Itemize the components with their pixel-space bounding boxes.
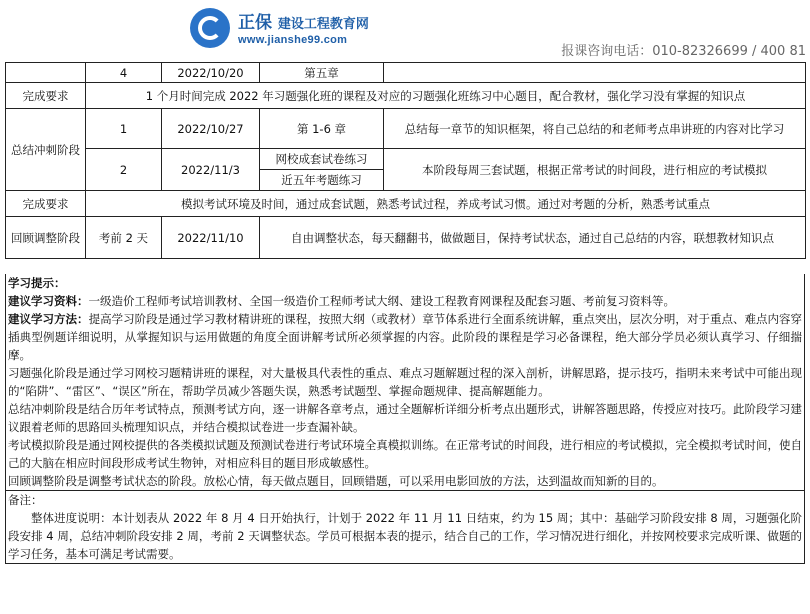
cell-num: 1 xyxy=(86,109,162,149)
study-notes xyxy=(5,274,805,564)
cell-content: 第 1-6 章 xyxy=(260,109,384,149)
cell-desc xyxy=(384,63,806,83)
cell-content: 第五章 xyxy=(260,63,384,83)
logo-url: www.jianshe99.com xyxy=(238,34,348,46)
remark-text: 整体进度说明：本计划表从 2022 年 8 月 4 日开始执行，计划于 2022 年 11 月 11 日结束，约为 15 周；其中：基础学习阶段安排 8 周，习题强化阶段安排 4 周，总结冲刺阶段安排 2 周，考前 2 天调整状态。学员可根据本表的提示，结合自己的工作，学习情况进行细化，并按网校要求完成听课、做题的学习任务，基本可满足考试需要。 xyxy=(8,511,802,561)
cell-date: 2022/11/3 xyxy=(162,149,260,191)
table-row xyxy=(6,191,806,217)
cell-desc: 总结每一章节的知识框架，将自己总结的和老师考点串讲班的内容对比学习 xyxy=(384,109,806,149)
mock-paragraph: 考试模拟阶段是通过网校提供的各类模拟试题及预测试卷进行考试环境全真模拟训练。在正常考试的时间段，进行相应的考试模拟，完全模拟考试时间，使自己的大脑在相应时间段形成考试生物钟，对相应科目的题目形成敏感性。 xyxy=(8,438,802,470)
cell-stage-label: 总结冲刺阶段 xyxy=(6,109,86,191)
cell-date: 2022/10/27 xyxy=(162,109,260,149)
materials-paragraph xyxy=(6,292,804,310)
cell-content xyxy=(260,149,384,191)
materials-text: 一级造价工程师考试培训教材、全国一级造价工程师考试大纲、建设工程教育网课程及配套习题、考前复习资料等。 xyxy=(88,294,675,308)
cell-requirement: 模拟考试环境及时间，通过成套试题，熟悉考试过程，养成考试习惯。通过对考题的分析，熟悉考试重点 xyxy=(86,191,806,217)
remark-label: 备注： xyxy=(8,493,43,507)
method-text: 提高学习阶段是通过学习教材精讲班的课程，按照大纲（或教材）章节体系进行全面系统讲解，重点突出，层次分明，对于重点、难点内容穿插典型例题详细说明，从掌握知识与运用做题的角度全面讲解考试所必须掌握的内容。此阶段的课程是学习必备课程，绝大部分学员必须认真学习、仔细揣摩。 xyxy=(8,312,803,362)
cell-content-b: 近五年考题练习 xyxy=(281,173,362,187)
logo-brand: 正保 xyxy=(238,13,272,33)
logo-brand-sub: 建设工程教育网 xyxy=(277,17,369,32)
cell-requirement: 1 个月时间完成 2022 年习题强化班的课程及对应的习题强化班练习中心题目，配合教材，强化学习没有掌握的知识点 xyxy=(86,83,806,109)
table-row xyxy=(6,149,806,191)
cell-stage-label: 回顾调整阶段 xyxy=(6,217,86,259)
table-row xyxy=(6,109,806,149)
cell-desc: 自由调整状态，每天翻翻书，做做题目，保持考试状态，通过自己总结的内容，联想教材知识点 xyxy=(260,217,806,259)
sprint-paragraph: 总结冲刺阶段是结合历年考试特点，预测考试方向，逐一讲解各章考点，通过全题解析详细分析考点出题形式，讲解答题思路，传授应对技巧。此阶段学习建议跟着老师的思路回头梳理知识点，并结合模拟试卷进一步查漏补缺。 xyxy=(8,402,802,434)
page-header xyxy=(0,0,810,62)
study-plan-table xyxy=(5,62,806,259)
method-label: 建议学习方法： xyxy=(8,312,89,326)
review-paragraph: 回顾调整阶段是调整考试状态的阶段。放松心情，每天做点题目，回顾错题，可以采用电影回放的方法，达到温故而知新的目的。 xyxy=(8,474,664,488)
cell-num: 2 xyxy=(86,149,162,191)
materials-label: 建议学习资料： xyxy=(8,294,89,308)
cell-num: 4 xyxy=(86,63,162,83)
table-row xyxy=(6,83,806,109)
table-row xyxy=(6,63,806,83)
notes-title: 学习提示： xyxy=(8,276,66,290)
cell-date: 2022/11/10 xyxy=(162,217,260,259)
cell-desc: 本阶段每周三套试题，根据正常考试的时间段，进行相应的考试模拟 xyxy=(384,149,806,191)
cell-content-a: 网校成套试卷练习 xyxy=(260,149,383,170)
method-paragraph xyxy=(6,310,804,364)
hotline-text: 报课咨询电话：010-82326699 / 400 81 xyxy=(561,44,806,59)
cell-num: 考前 2 天 xyxy=(86,217,162,259)
logo-icon xyxy=(190,8,230,48)
practice-paragraph: 习题强化阶段是通过学习网校习题精讲班的课程，对大量极具代表性的重点、难点习题解题过程的深入剖析，讲解思路，提示技巧，指明未来考试中可能出现的“陷阱”、“雷区”、“误区”所在，帮助学员减少答题失误，熟悉考试题型、掌握命题规律、提高解题能力。 xyxy=(8,366,802,398)
site-logo[interactable] xyxy=(190,6,390,52)
table-row xyxy=(6,217,806,259)
cell-label: 完成要求 xyxy=(6,191,86,217)
cell-label: 完成要求 xyxy=(6,83,86,109)
cell-date: 2022/10/20 xyxy=(162,63,260,83)
